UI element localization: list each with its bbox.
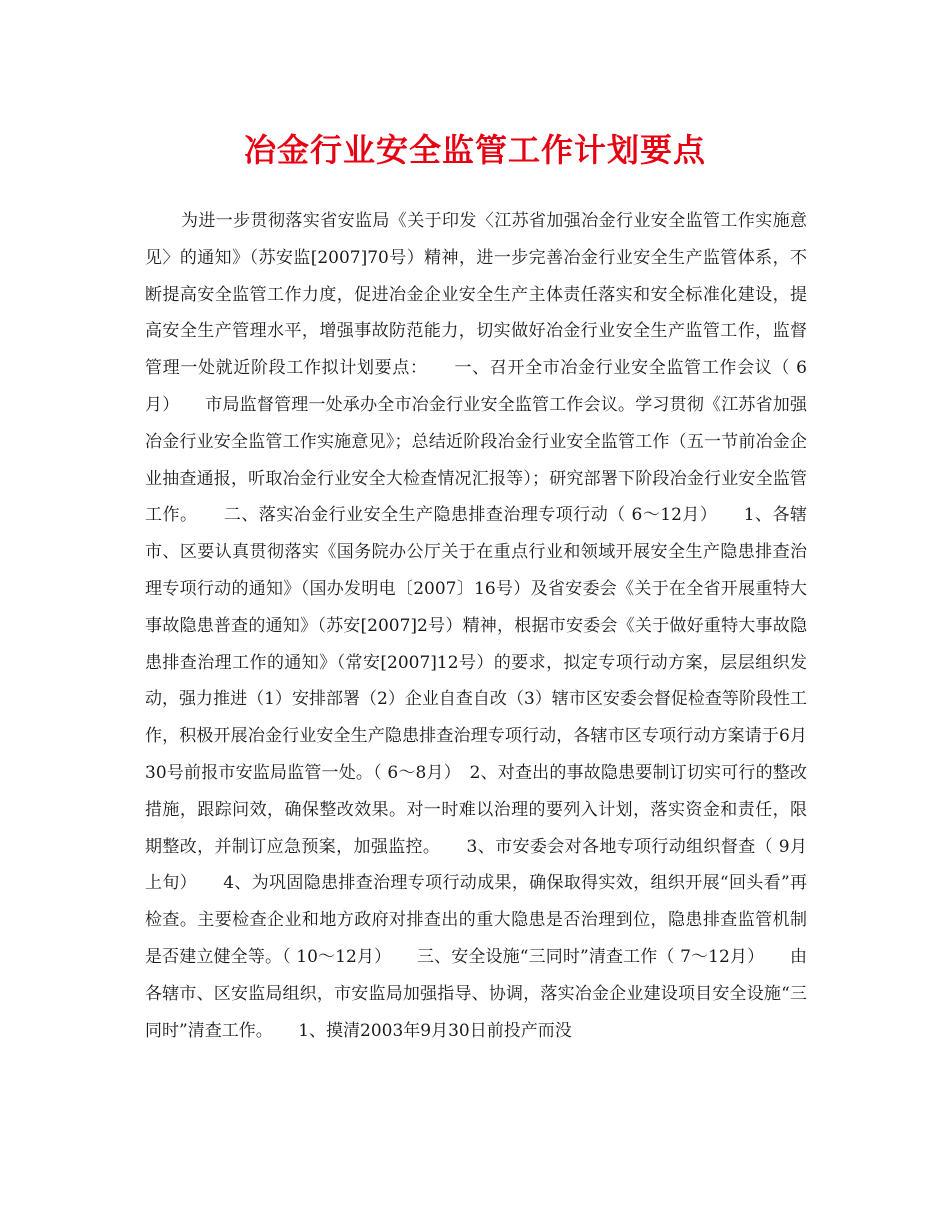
document-title: 冶金行业安全监管工作计划要点 (243, 131, 706, 169)
document-body-text: 为进一步贯彻落实省安监局《关于印发〈江苏省加强冶金行业安全监管工作实施意见〉的通知》（苏安监[2007]70号）精神，进一步完善冶金行业安全生产监管体系，不断提高安全监管工作力度，促进冶金企业安全生产主体责任落实和安全标准化建设，提高安全生产管理水平，增强事故防范能力，切实做好冶金行业安全生产监管工作，监督管理一处就近阶段工作拟计划要点： 一、召开全市冶金行业安全监管工作会议（ 6 月） 市局监督管理一处承办全市冶金行业安全监管工作会议。学习贯彻《江苏省加强冶金行业安全监管工作实施意见》；总结近阶段冶金行业安全监管工作（五一节前冶金企业抽查通报，听取冶金行业安全大检查情况汇报等）；研究部署下阶段冶金行业安全监管工作。 二、落实冶金行业安全生产隐患排查治理专项行动（ 6～12月） 1、各辖市、区要认真贯彻落实《国务院办公厅关于在重点行业和领域开展安全生产隐患排查治理专项行动的通知》（国办发明电〔2007〕16号）及省安委会《关于在全省开展重特大事故隐患普查的通知》（苏安[2007]2号）精神，根据市安委会《关于做好重特大事故隐患排查治理工作的通知》（常安[2007]12号）的要求，拟定专项行动方案，层层组织发动，强力推进（1）安排部署（2）企业自查自改（3）辖市区安委会督促检查等阶段性工作，积极开展冶金行业安全生产隐患排查治理专项行动，各辖市区专项行动方案请于6月30号前报市安监局监管一处。（ 6～8月） 2、对查出的事故隐患要制订切实可行的整改措施，跟踪问效，确保整改效果。对一时难以治理的要列入计划，落实资金和责任，限期整改，并制订应急预案，加强监控。 3、市安委会对各地专项行动组织督查（ 9月上旬） 4、为巩固隐患排查治理专项行动成果，确保取得实效，组织开展“回头看”再检查。主要检查企业和地方政府对排查出的重大隐患是否治理到位，隐患排查监管机制是否建立健全等。（ 10～12月） 三、安全设施“三同时”清查工作（ 7～12月） 由各辖市、区安监局组织，市安监局加强指导、协调，落实冶金企业建设项目安全设施“三同时”清查工作。 1、摸清2003年9月30日前投产而没 (145, 211, 807, 1041)
